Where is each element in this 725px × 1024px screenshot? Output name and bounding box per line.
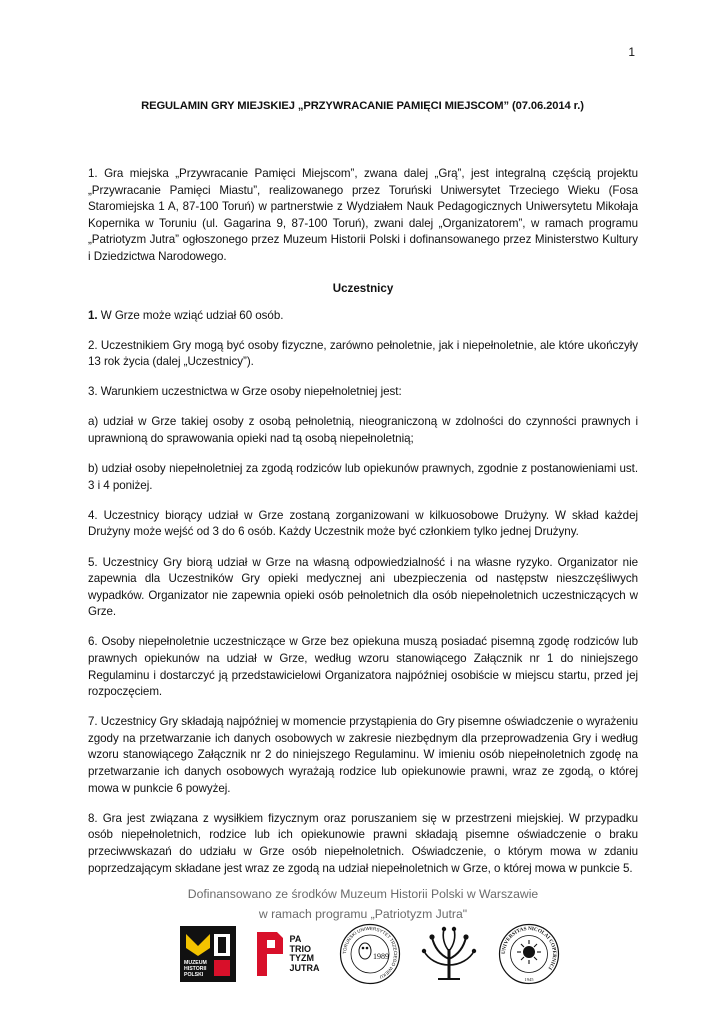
document-body [88, 166, 638, 891]
mhp-text-2: HISTORII [184, 966, 207, 972]
point-1-number: 1. [88, 308, 98, 322]
mhp-text-1: MUZEUM [184, 960, 207, 966]
patriotyzm-jutra-logo [255, 924, 319, 984]
paragraph-point-6: 6. Osoby niepełnoletnie uczestniczące w Grze bez opiekuna muszą posiadać pisemną zgodę rodziców lub prawnych opiekunów na udział w Grze, według wzoru stanowiącego Załącznik nr 1 do niniejszego Regulaminu i dostarczyć ją przedstawicielowi Organizatora najpóźniej osobiście w miejscu startu, przed jej rozpoczęciem. [88, 635, 638, 699]
paragraph-point-2: 2. Uczestnikiem Gry mogą być osoby fizyczne, zarówno pełnoletnie, jak i niepełnoletnie, ale które ukończyły 13 rok życia (dalej „Uczestnicy”). [88, 338, 638, 369]
paragraph-point-3a: a) udział w Grze takiej osoby z osobą pełnoletnią, nieograniczoną w zdolności do czynności prawnych i uprawnioną do sprawowania opieki nad tą osobą niepełnoletnią; [88, 415, 638, 446]
utw-ring-text: TORUŃSKI UNIWERSYTET TRZECIEGO WIEKU [341, 925, 399, 980]
point-1-text: W Grze może wziąć udział 60 osób. [97, 308, 284, 322]
paragraph-point-7: 7. Uczestnicy Gry składają najpóźniej w momencie przystąpienia do Gry pisemne oświadczenie o wyrażeniu zgody na przetwarzanie ich danych osobowych w zakresie niezbędnym dla przeprowadzenia Gry i według wzoru stanowiącego Załącznik nr 2 do niniejszego Regulaminu. W imieniu osób niepełnoletnich zgodę na przetwarzanie ich danych osobowych wyrażają rodzice lub opiekunowie prawni, wraz ze zgodą, o której mowa w punkcie 6 powyżej. [88, 715, 638, 795]
pat-line-4: JUTRA [289, 962, 320, 973]
funding-footer [88, 884, 638, 924]
paragraph-point-1 [88, 308, 638, 325]
paragraph-intro: 1. Gra miejska „Przywracanie Pamięci Miejscom”, zwana dalej „Grą”, jest integralną częścią projektu „Przywracanie Pamięci Miastu”, realizowanego przez Toruński Uniwersytet Trzeciego Wieku (Fosa Staromiejska 1 A, 87-100 Toruń) w partnerstwie z Wydziałem Nauk Pedagogicznych Uniwersytetu Mikołaja Kopernika w Toruniu (ul. Gagarina 9, 87-100 Toruń), zwani dalej „Organizatorem”, w ramach programu „Patriotyzm Jutra” ogłoszonego przez Muzeum Historii Polski i dofinansowanego przez Ministerstwo Kultury i Dziedzictwa Narodowego. [88, 167, 638, 263]
paragraph-point-5: 5. Uczestnicy Gry biorą udział w Grze na własną odpowiedzialność i na własne ryzyko. Organizator nie zapewnia dla Uczestników Gry opieki medycznej ani ubezpieczenia od następstw nieszczęśliwych wypadków. Organizator nie zapewnia opieki osób pełnoletnich dla osób niepełnoletnich uczestniczących w Grze. [88, 555, 638, 619]
mhp-logo [180, 924, 236, 984]
document-title: REGULAMIN GRY MIEJSKIEJ „PRZYWRACANIE PAMIĘCI MIEJSCOM” (07.06.2014 r.) [141, 100, 584, 112]
umk-year: 1945 [524, 977, 534, 982]
utw-seal-logo [339, 924, 401, 984]
paragraph-point-3b: b) udział osoby niepełnoletniej za zgodą rodziców lub opiekunów prawnych, zgodnie z postanowieniami ust. 3 i 4 poniżej. [88, 462, 638, 492]
umk-seal-logo [498, 924, 560, 984]
tree-emblem-logo [420, 924, 478, 984]
mhp-text-3: POLSKI [184, 972, 204, 978]
footer-line-2: w ramach programu „Patriotyzm Jutra" [258, 907, 468, 921]
svg-text:TORUŃSKI UNIWERSYTET TRZECIEGO [342, 926, 398, 980]
umk-ring-text: UNIVERSITAS NICOLAI COPERNICI [500, 925, 558, 971]
sponsor-logos [180, 922, 560, 986]
page-number: 1 [628, 45, 635, 59]
utw-year: 1989 [372, 952, 389, 961]
paragraph-point-4: 4. Uczestnicy biorący udział w Grze zostaną zorganizowani w kilkuosobowe Drużyny. W skład każdej Drużyny może wejść od 3 do 6 osób. Każdy Uczestnik może być członkiem tylko jednej Drużyny. [88, 508, 638, 539]
paragraph-point-8: 8. Gra jest związana z wysiłkiem fizycznym oraz poruszaniem się w przestrzeni miejskiej. W przypadku osób niepełnoletnich, rodzice lub ich opiekunowie prawni składają pisemne oświadczenie o braku przeciwwskazań do udziału w Grze osób niepełnoletnich. Oświadczenie, o którym mowa w zdaniu poprzedzającym składane jest wraz ze zgodą na udział niepełnoletnich w Grze, o której mowa w punkcie 5. [88, 811, 638, 875]
pat-line-1: PA [289, 934, 302, 944]
pat-line-3: TYZM [289, 953, 314, 963]
pat-line-2: TRIO [289, 943, 311, 954]
patriotyzm-text [289, 935, 319, 973]
section-heading: Uczestnicy [332, 281, 394, 295]
footer-line-1: Dofinansowano ze środków Muzeum Historii Polski w Warszawie [187, 887, 539, 901]
paragraph-point-3: 3. Warunkiem uczestnictwa w Grze osoby niepełnoletniej jest: [88, 385, 402, 399]
